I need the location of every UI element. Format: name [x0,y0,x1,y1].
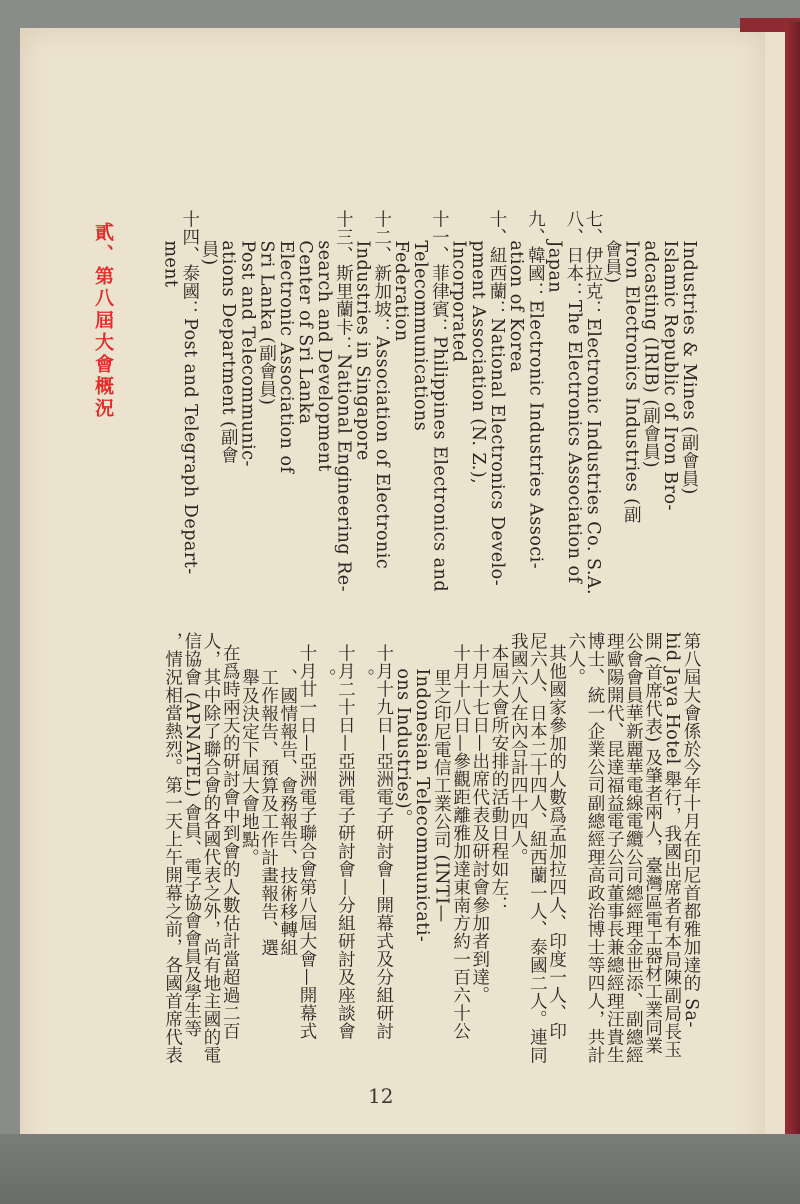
page-number: 12 [368,1084,394,1108]
upper-line: Telecommunications [410,210,431,432]
upper-line: 十一、菲律賓：Philippines Electronics and [429,210,450,593]
lower-line: 十月廿一日—亞洲電子聯合會第八屆大會—開幕式 [297,632,317,1041]
upper-line: adcasting (IRIB) (副會員) [640,210,661,469]
lower-line: 在爲時兩天的研討會中到會的人數估計當超過二百 [220,632,241,1041]
lower-line: ons Industries)。 [393,632,413,828]
upper-line: ations Department (副會 [218,210,239,465]
upper-line: pment Association (N. Z.), [467,210,488,485]
lower-line: 第八屆大會係於今年十月在印尼首都雅加達的 Sa- [681,632,701,1028]
upper-line: Japan [544,210,565,294]
upper-line: 九、韓國：Electronic Industries Associ- [525,210,546,570]
lower-line: 十月二十日—亞洲電子研討會—分組研討及座談會 [335,632,356,1041]
book-spine [785,22,800,1182]
lower-line: 里之印尼電信工業公司 (INTI— [431,632,452,923]
upper-line: 十四、泰國：Post and Telegraph Depart- [179,210,200,575]
upper-line: 員) [199,210,219,266]
upper-line: Industries & Mines (副會員) [679,210,699,495]
upper-line: 七、伊拉克：Electronic Industries Co. S.A. [583,210,603,596]
upper-line: Islamic Republic of Iron Bro- [659,210,680,511]
lower-line: 。 [316,632,337,687]
lower-line: 開 (首席代表) 及肇者兩人，臺灣區電工器材工業同業 [642,632,663,1055]
upper-line: Iron Electronics Industries (副 [621,210,642,524]
upper-line: Post and Telecommunic- [237,210,258,467]
upper-line: Industries in Singapore [352,210,373,461]
lower-line: ，情況相當熱烈。第一天上午開幕之前，各國首席代表 [162,632,183,1064]
lower-line: 十月十八日—參觀距離雅加達東南方約一百六十公 [450,632,471,1041]
lower-line: 公會會員華新麗華電線電纜公司總經理金世添、副總經 [623,632,644,1064]
lower-line: 十月十七日—出席代表及研討會參加者到達。 [469,632,490,1005]
lower-line: 、國情報告、會務報告、技術移轉組 [277,632,298,957]
page-edges [765,30,787,1178]
lower-line: 十月十九日—亞洲電子研討會—開幕式及分組研討 [373,632,394,1041]
upper-line: Federation [391,210,411,342]
upper-line: Electronic Association of [275,210,296,474]
lower-line: 本屆大會所安排的活動日程如左： [489,632,509,915]
section-heading: 貳、第八屆大會概況 [92,222,114,420]
lower-line: 工作報告、預算及工作計畫報告、選 [258,632,279,957]
upper-line: ment [160,210,181,288]
lower-line: Indonesian Telecommunicati- [412,632,433,943]
lower-line: 我國六人在內合計四十四人。 [508,632,529,866]
upper-line: 十二、新加坡：Association of Electronic [371,210,392,570]
upper-line: Center of Sri Lanka [295,210,315,425]
upper-line: ation of Korea [506,210,527,373]
lower-line: 尼六人、日本二十四人、紐西蘭一人、泰國二人。連同 [527,632,548,1064]
upper-line: 十、紐西蘭：National Electronics Develo- [487,210,507,587]
lower-line: 其他國家參加的人數爲孟加拉四人、印度一人、印 [546,632,567,1041]
lower-line: 舉及決定下屆大會地點。 [239,632,260,867]
upper-line: search and Development [314,210,335,472]
upper-line: Sri Lanka (副會員) [256,210,277,406]
lower-line: 博士、統一企業公司副總經理高政治博士等四人，共計 [585,632,605,1064]
lower-line: 。 [354,632,375,687]
lower-line: 理歐陽開代、昆達福益電子公司董事長兼總經理汪貴生 [604,632,625,1064]
lower-line: 信協會 (APNATEL) 會員、電子協會會員及學生等 [181,632,202,1038]
upper-line: 會員) [602,210,623,284]
lower-line: hid Jaya Hotel 舉行，我國出席者有本局陳副局長玉 [661,632,682,1059]
table-surface [0,1134,800,1204]
lower-line: 六人。 [565,632,586,686]
upper-line: Incorporated [448,210,469,363]
upper-line: 十三、斯里蘭卡：National Engineering Re- [333,210,354,593]
lower-line: 人，其中除了聯合會的各國代表之外，尚有地主國的電 [201,632,221,1064]
upper-line: 八、日本：The Electronics Association of [563,210,584,584]
